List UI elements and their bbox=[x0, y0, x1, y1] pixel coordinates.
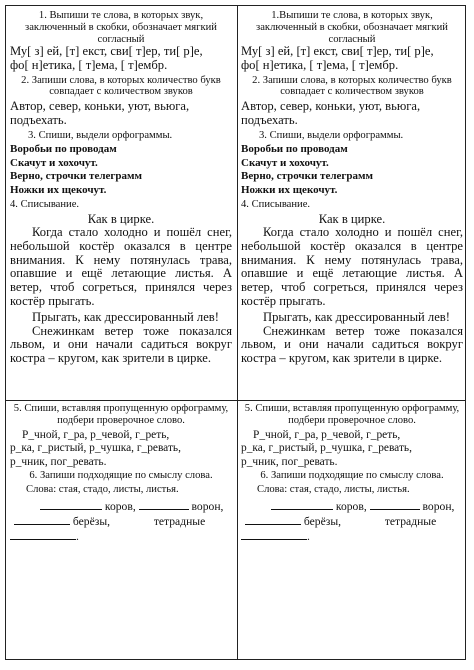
blank-line[interactable] bbox=[40, 499, 102, 510]
task3-title: 3. Спиши, выдели орфограммы. bbox=[28, 130, 173, 142]
task6-fill-row1 bbox=[241, 499, 463, 514]
poem-line-2: Скачут и хохочут. bbox=[241, 156, 329, 169]
card-left-top bbox=[10, 10, 232, 366]
task6-fill-row3: . bbox=[10, 529, 232, 544]
story-paragraph-1: Когда стало холодно и пошёл снег, небольшой костёр оказался в центре внимания. К нему потянулась трава, опавшие и ещё летающие листья. А ветер, чтоб согреться, принялся через костёр прыгать. bbox=[10, 224, 232, 308]
task5-title: 5. Спиши, вставляя пропущенную орфограмму, подбери проверочное слово. bbox=[13, 403, 229, 426]
task4-title: 4. Списывание. bbox=[241, 199, 311, 211]
blank-line[interactable] bbox=[271, 499, 333, 510]
vertical-divider bbox=[237, 6, 238, 659]
task5-line2: р_ка, г_ристый, р_чушка, г_ревать, bbox=[10, 442, 181, 455]
poem-line-1: Воробьи по проводам bbox=[241, 143, 348, 156]
task1-line2: фо[ н]етика, [ т]ема, [ т]ембр. bbox=[241, 57, 399, 72]
task4-title: 4. Списывание. bbox=[10, 199, 80, 211]
task5-line3: р_чник, пог_ревать. bbox=[10, 455, 107, 468]
horizontal-divider bbox=[6, 400, 465, 401]
blank-line[interactable] bbox=[14, 514, 70, 525]
fill-word-4: тетрадные bbox=[384, 514, 437, 528]
fill-word-2: ворон, bbox=[191, 499, 224, 513]
blank-line[interactable] bbox=[245, 514, 301, 525]
blank-line[interactable] bbox=[139, 499, 189, 510]
fill-word-2: ворон, bbox=[422, 499, 455, 513]
fill-word-3: берёзы, bbox=[303, 514, 342, 528]
story-paragraph-3: Снежинкам ветер тоже показался львом, и они начали садиться вокруг костра – кругом, как зрители в цирке. bbox=[10, 323, 232, 366]
task3-title: 3. Спиши, выдели орфограммы. bbox=[259, 130, 404, 142]
poem-line-4: Ножки их щекочут. bbox=[241, 183, 338, 196]
task1-line2: фо[ н]етика, [ т]ема, [ т]ембр. bbox=[10, 57, 168, 72]
story-title: Как в цирке. bbox=[318, 211, 386, 226]
task6-words: Слова: стая, стадо, листы, листья. bbox=[257, 483, 410, 495]
worksheet-sheet bbox=[5, 5, 466, 660]
task6-fill-row2 bbox=[10, 514, 232, 529]
poem-line-1: Воробьи по проводам bbox=[10, 143, 117, 156]
story-title: Как в цирке. bbox=[87, 211, 155, 226]
task6-fill-row2 bbox=[241, 514, 463, 529]
poem-line-3: Верно, строчки телеграмм bbox=[241, 170, 373, 183]
task5-title: 5. Спиши, вставляя пропущенную орфограмму, подбери проверочное слово. bbox=[244, 403, 460, 426]
task5-line1: Р_чной, г_ра, р_чевой, г_реть, bbox=[253, 428, 401, 441]
task6-title: 6. Запиши подходящие по смыслу слова. bbox=[29, 470, 213, 482]
task5-line3: р_чник, пог_ревать. bbox=[241, 455, 338, 468]
story-paragraph-2: Прыгать, как дрессированный лев! bbox=[32, 309, 219, 324]
task2-title: 2. Запиши слова, в которых количество букв совпадает с количеством звуков bbox=[252, 74, 452, 98]
task2-words: Автор, север, коньки, уют, вьюга, подъехать. bbox=[241, 99, 421, 127]
task5-line2: р_ка, г_ристый, р_чушка, г_ревать, bbox=[241, 442, 412, 455]
task1-title: 1. Выпиши те слова, в которых звук, заключенный в скобки, обозначает мягкий согласный bbox=[25, 10, 217, 45]
poem-line-3: Верно, строчки телеграмм bbox=[10, 170, 142, 183]
poem-line-2: Скачут и хохочут. bbox=[10, 156, 98, 169]
task2-words: Автор, север, коньки, уют, вьюга, подъехать. bbox=[10, 99, 190, 127]
story-paragraph-1: Когда стало холодно и пошёл снег, небольшой костёр оказался в центре внимания. К нему потянулась трава, опавшие и ещё летающие листья. А ветер, чтоб согреться, принялся через костёр прыгать. bbox=[241, 224, 463, 308]
task6-title: 6. Запиши подходящие по смыслу слова. bbox=[260, 470, 444, 482]
blank-line[interactable] bbox=[370, 499, 420, 510]
card-left-bottom bbox=[10, 403, 232, 544]
task6-fill-row1 bbox=[10, 499, 232, 514]
task1-line1: Му[ з] ей, [т] екст, сви[ т]ер, ти[ р]е, bbox=[10, 44, 203, 59]
card-right-bottom bbox=[241, 403, 463, 544]
task5-line1: Р_чной, г_ра, р_чевой, г_реть, bbox=[22, 428, 170, 441]
poem-line-4: Ножки их щекочут. bbox=[10, 183, 107, 196]
blank-line[interactable] bbox=[241, 529, 307, 540]
task2-title: 2. Запиши слова, в которых количество букв совпадает с количеством звуков bbox=[21, 74, 221, 98]
task6-fill-row3: . bbox=[241, 529, 463, 544]
story-paragraph-2: Прыгать, как дрессированный лев! bbox=[263, 309, 450, 324]
blank-line[interactable] bbox=[10, 529, 76, 540]
fill-word-1: коров, bbox=[335, 499, 367, 513]
fill-word-4: тетрадные bbox=[153, 514, 206, 528]
fill-word-1: коров, bbox=[104, 499, 136, 513]
task6-words: Слова: стая, стадо, листы, листья. bbox=[26, 483, 179, 495]
task1-title: 1.Выпиши те слова, в которых звук, заключенный в скобки, обозначает мягкий согласный bbox=[256, 10, 448, 45]
task1-line1: Му[ з] ей, [т] екст, сви[ т]ер, ти[ р]е, bbox=[241, 44, 434, 59]
card-right-top bbox=[241, 10, 463, 366]
fill-word-3: берёзы, bbox=[72, 514, 111, 528]
story-paragraph-3: Снежинкам ветер тоже показался львом, и они начали садиться вокруг костра – кругом, как зрители в цирке. bbox=[241, 323, 463, 366]
